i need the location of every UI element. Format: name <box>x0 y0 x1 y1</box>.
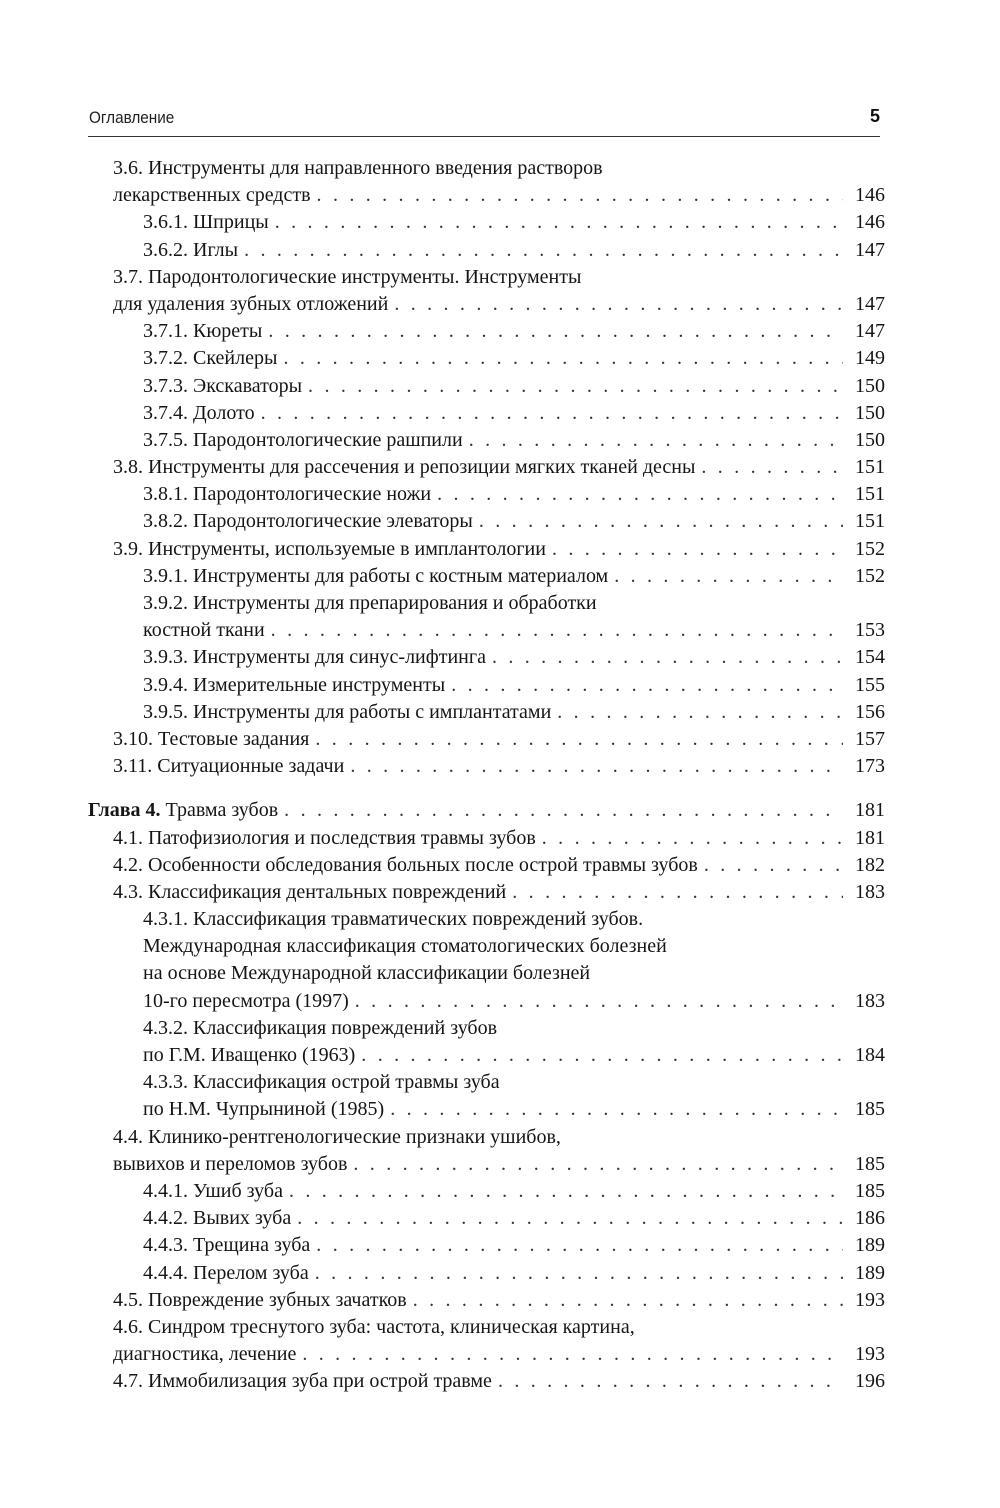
toc-entry <box>88 960 885 987</box>
toc-page-number: 186 <box>855 1207 885 1230</box>
dot-leader <box>698 852 843 879</box>
toc-entry-text: на основе Международной классификации болезней <box>143 962 591 985</box>
dot-leader <box>695 454 843 481</box>
toc-entry-text: 4.3.1. Классификация травматических повреждений зубов. <box>143 908 644 931</box>
toc-page-number: 151 <box>855 510 885 533</box>
dot-leader <box>255 400 843 427</box>
toc-entry-title <box>113 291 388 318</box>
toc-entry-text: 3.8.1. Пародонтологические ножи <box>143 483 432 506</box>
toc-entry-text: 3.9.5. Инструменты для работы с имплантатами <box>143 700 552 723</box>
toc-entry-title <box>113 454 695 481</box>
toc-entry-title <box>143 427 463 454</box>
toc-entry-text: 3.6.2. Иглы <box>143 238 239 261</box>
toc-page-number: 150 <box>855 428 885 451</box>
toc-entry <box>88 291 885 318</box>
dot-leader <box>551 699 843 726</box>
toc-entry-title <box>113 1151 347 1178</box>
toc-entry-title <box>143 1205 291 1232</box>
toc-entry <box>88 1314 885 1341</box>
toc-entry-title <box>143 237 238 264</box>
toc-page-number: 150 <box>855 401 885 424</box>
dot-leader <box>309 1260 843 1287</box>
toc-entry <box>88 590 885 617</box>
toc-entry <box>88 1341 885 1368</box>
dot-leader <box>445 672 843 699</box>
dot-leader <box>384 1096 843 1123</box>
toc-entry <box>88 825 885 852</box>
toc-page-number: 150 <box>855 374 885 397</box>
toc-page-number: 147 <box>855 238 885 261</box>
toc-entry <box>88 182 885 209</box>
toc-entry <box>88 699 885 726</box>
dot-leader <box>463 427 843 454</box>
toc-entry-title <box>113 825 536 852</box>
toc-entry-text: 3.7.3. Экскаваторы <box>143 374 303 397</box>
toc-entry-title <box>143 672 445 699</box>
toc-entry-title <box>113 879 506 906</box>
dot-leader <box>277 345 843 372</box>
toc-entry <box>88 1124 885 1151</box>
toc-entry <box>88 988 885 1015</box>
toc-page-number: 151 <box>855 483 885 506</box>
toc-page-number: 146 <box>855 184 885 207</box>
dot-leader <box>486 644 843 671</box>
toc-entry-title <box>143 988 349 1015</box>
toc-entry-title <box>143 906 643 933</box>
toc-page-number: 185 <box>855 1179 885 1202</box>
dot-leader <box>310 1232 843 1259</box>
toc-entry-title <box>113 536 546 563</box>
toc-entry <box>88 1368 885 1395</box>
toc-entry <box>88 617 885 644</box>
toc-entry-title <box>113 753 344 780</box>
dot-leader <box>431 481 843 508</box>
toc-entry-text: 4.4.1. Ушиб зуба <box>143 1179 283 1202</box>
toc-entry <box>88 1205 885 1232</box>
toc-entry-title <box>113 1287 407 1314</box>
chapter-label: Глава 4. <box>88 799 161 822</box>
toc-entry-text: 3.7.5. Пародонтологические рашпили <box>143 428 463 451</box>
toc-page-number: 147 <box>855 320 885 343</box>
toc-entry-title <box>143 933 667 960</box>
dot-leader <box>506 879 843 906</box>
toc-entry-title <box>113 182 311 209</box>
toc-entry <box>88 906 885 933</box>
toc-entry <box>88 563 885 590</box>
toc-page-number: 157 <box>855 727 885 750</box>
dot-leader <box>492 1368 843 1395</box>
toc-entry <box>88 1069 885 1096</box>
toc-entry-title <box>143 318 262 345</box>
header-divider <box>88 136 880 137</box>
toc-entry-text: 4.1. Патофизиология и последствия травмы зубов <box>113 826 536 849</box>
dot-leader <box>262 318 843 345</box>
toc-entry-title <box>113 1124 561 1151</box>
toc-page-number: 183 <box>855 880 885 903</box>
toc-entry <box>88 1178 885 1205</box>
toc-entry-text: 3.9. Инструменты, используемые в имплантологии <box>113 537 546 560</box>
toc-page-number: 149 <box>855 347 885 370</box>
dot-leader <box>347 1151 843 1178</box>
toc-entry-text: 3.9.4. Измерительные инструменты <box>143 673 446 696</box>
toc-entry-title <box>143 590 597 617</box>
page-number: 5 <box>869 106 880 126</box>
toc-entry-title <box>143 373 302 400</box>
toc-page-number: 151 <box>855 456 885 479</box>
toc-entry-text: 3.9.1. Инструменты для работы с костным материалом <box>143 564 609 587</box>
toc-entry-title <box>113 1368 492 1395</box>
toc-entry-text: 4.6. Синдром треснутого зуба: частота, клиническая картина, <box>113 1315 635 1338</box>
toc-entry-text: 3.11. Ситуационные задачи <box>113 755 345 778</box>
toc-entry-text: 3.8.2. Пародонтологические элеваторы <box>143 510 473 533</box>
toc-page-number: 185 <box>855 1098 885 1121</box>
toc-entry <box>88 481 885 508</box>
toc-entry-text: 4.3.2. Классификация повреждений зубов <box>143 1016 498 1039</box>
toc-entry <box>88 400 885 427</box>
toc-entry-text: 3.7. Пародонтологические инструменты. Инструменты <box>113 265 582 288</box>
toc-entry <box>88 155 885 182</box>
toc-entry <box>88 726 885 753</box>
toc-entry-text: 3.7.2. Скейлеры <box>143 347 278 370</box>
dot-leader <box>283 1178 843 1205</box>
toc-entry <box>88 933 885 960</box>
toc-entry-title <box>113 1341 296 1368</box>
toc-entry-title <box>143 644 486 671</box>
running-header-title: Оглавление <box>89 108 175 127</box>
toc-entry-title <box>88 797 278 824</box>
dot-leader <box>291 1205 843 1232</box>
toc-page-number: 184 <box>855 1044 885 1066</box>
toc-entry <box>88 1287 885 1314</box>
toc-entry <box>88 753 885 780</box>
toc-entry-text: диагностика, лечение <box>113 1343 297 1366</box>
toc-page-number: 189 <box>855 1261 885 1284</box>
toc-entry <box>88 1015 885 1042</box>
toc-page-number: 193 <box>855 1343 885 1366</box>
toc-entry-title <box>143 1260 309 1287</box>
dot-leader <box>344 753 843 780</box>
toc-entry-title <box>143 508 473 535</box>
toc-entry-title <box>143 960 590 987</box>
toc-entry-text: 4.7. Иммобилизация зуба при острой травме <box>113 1370 492 1393</box>
dot-leader <box>265 617 843 644</box>
toc-entry <box>88 1232 885 1259</box>
toc-entry-title <box>143 400 255 427</box>
toc-entry-text: 4.4.4. Перелом зуба <box>143 1261 309 1284</box>
toc-entry-text: для удаления зубных отложений <box>113 292 389 315</box>
toc-page-number: 183 <box>855 989 885 1012</box>
toc-entry <box>88 454 885 481</box>
toc-page-number: 173 <box>855 755 885 778</box>
toc-page-number: 147 <box>855 292 885 315</box>
toc-entry-text: 3.9.3. Инструменты для синус-лифтинга <box>143 646 486 669</box>
toc-page-number: 156 <box>855 700 885 723</box>
toc-entry <box>88 209 885 236</box>
toc-entry-text: 3.9.2. Инструменты для препарирования и обработки <box>143 592 597 614</box>
toc-entry <box>88 644 885 671</box>
dot-leader <box>311 182 843 209</box>
dot-leader <box>407 1287 843 1314</box>
toc-entry-title <box>113 726 309 753</box>
dot-leader <box>269 209 843 236</box>
toc-entry <box>88 852 885 879</box>
toc-page-number: 185 <box>855 1152 885 1175</box>
toc-entry-text: 4.3.3. Классификация острой травмы зуба <box>143 1071 500 1094</box>
toc-entry-text: 4.4. Клинико-рентгенологические признаки ушибов, <box>113 1125 561 1148</box>
toc-entry-title <box>143 1015 497 1042</box>
dot-leader <box>278 797 843 824</box>
toc-entry-title <box>113 852 698 879</box>
toc-entry-title <box>143 563 608 590</box>
toc-entry <box>88 879 885 906</box>
toc-entry-text: 4.3. Классификация дентальных повреждений <box>113 880 507 903</box>
toc-entry-title <box>113 1314 635 1341</box>
toc-page-number: 181 <box>855 799 885 822</box>
toc-entry <box>88 318 885 345</box>
toc-entry-title <box>143 699 551 726</box>
toc-entry <box>88 797 885 824</box>
toc-page-number: 146 <box>855 211 885 234</box>
toc-entry-title <box>143 1096 384 1123</box>
toc-entry-title <box>113 155 603 182</box>
toc-entry-text: вывихов и переломов зубов <box>113 1152 348 1175</box>
toc-page-number: 153 <box>855 619 885 642</box>
toc-entry-title <box>143 209 269 236</box>
toc-entry-text: Травма зубов <box>160 799 279 822</box>
toc-entry-text: 3.6.1. Шприцы <box>143 211 269 234</box>
dot-leader <box>608 563 843 590</box>
toc-page-number: 155 <box>855 673 885 696</box>
toc-entry-text: костной ткани <box>143 619 265 642</box>
toc-entry <box>88 508 885 535</box>
toc-entry-title <box>143 1042 355 1069</box>
toc-entry <box>88 1042 885 1069</box>
dot-leader <box>238 237 843 264</box>
toc-page-number: 196 <box>855 1370 885 1393</box>
dot-leader <box>355 1042 843 1069</box>
toc-page-number: 181 <box>855 826 885 849</box>
table-of-contents <box>88 155 885 1395</box>
toc-entry <box>88 264 885 291</box>
toc-entry-text: 3.7.1. Кюреты <box>143 320 263 343</box>
dot-leader <box>349 988 843 1015</box>
toc-page-number: 193 <box>855 1288 885 1311</box>
toc-entry-text: по Н.М. Чупрыниной (1985) <box>143 1098 385 1121</box>
toc-page-number: 189 <box>855 1234 885 1257</box>
toc-entry-text: 4.4.3. Трещина зуба <box>143 1234 311 1257</box>
dot-leader <box>473 508 843 535</box>
toc-entry <box>88 373 885 400</box>
toc-entry <box>88 345 885 372</box>
dot-leader <box>309 726 843 753</box>
toc-entry-text: 3.6. Инструменты для направленного введения растворов <box>113 157 603 179</box>
toc-entry <box>88 237 885 264</box>
toc-entry-title <box>113 264 581 291</box>
toc-entry <box>88 672 885 699</box>
dot-leader <box>302 373 843 400</box>
toc-page-number: 154 <box>855 646 885 669</box>
toc-entry <box>88 1260 885 1287</box>
toc-entry <box>88 427 885 454</box>
toc-page-number: 152 <box>855 537 885 560</box>
toc-entry-text: 3.10. Тестовые задания <box>113 727 310 750</box>
toc-entry-title <box>143 1232 310 1259</box>
toc-entry-text: Международная классификация стоматологических болезней <box>143 935 667 958</box>
dot-leader <box>536 825 843 852</box>
toc-entry-title <box>143 617 265 644</box>
dot-leader <box>296 1341 843 1368</box>
toc-entry-text: лекарственных средств <box>113 184 311 207</box>
toc-entry-title <box>143 1069 500 1096</box>
toc-entry-title <box>143 345 277 372</box>
toc-entry-text: 10-го пересмотра (1997) <box>143 989 349 1012</box>
toc-entry <box>88 1096 885 1123</box>
toc-entry <box>88 1151 885 1178</box>
toc-page-number: 182 <box>855 853 885 876</box>
toc-entry-title <box>143 481 431 508</box>
toc-entry-text: 4.4.2. Вывих зуба <box>143 1207 292 1230</box>
dot-leader <box>388 291 843 318</box>
dot-leader <box>546 536 843 563</box>
toc-entry <box>88 536 885 563</box>
toc-entry-text: 3.8. Инструменты для рассечения и репозиции мягких тканей десны <box>113 456 696 479</box>
toc-entry-text: по Г.М. Иващенко (1963) <box>143 1044 356 1066</box>
toc-entry-text: 3.7.4. Долото <box>143 401 255 424</box>
toc-entry-text: 4.5. Повреждение зубных зачатков <box>113 1288 407 1311</box>
toc-page-number: 152 <box>855 564 885 587</box>
toc-entry-title <box>143 1178 283 1205</box>
toc-entry-text: 4.2. Особенности обследования больных после острой травмы зубов <box>113 853 698 876</box>
